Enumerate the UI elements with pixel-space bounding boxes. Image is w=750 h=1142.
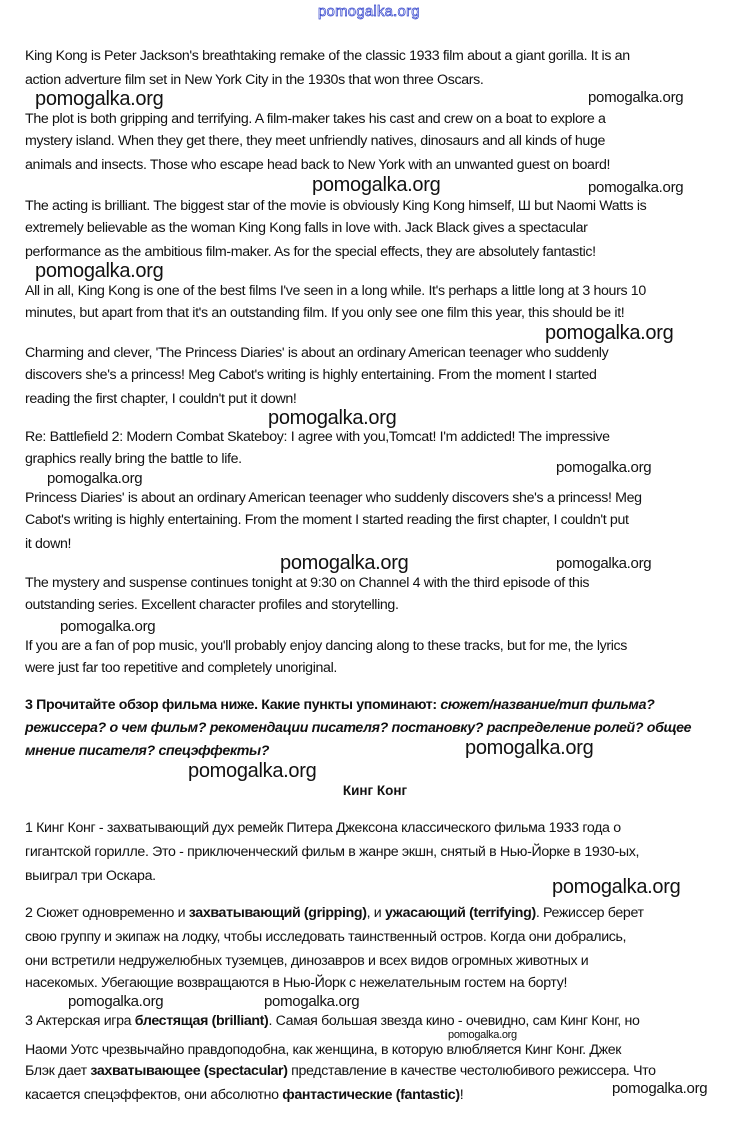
text-line	[25, 1062, 656, 1080]
watermark: pomogalka.org	[68, 993, 164, 1010]
bold-text: фантастические (fantastic)	[282, 1087, 460, 1103]
text-segment: Наоми Уотс чрезвычайно правдоподобна, как женщина, в которую влюбляется Кинг Конг. Джек	[25, 1042, 622, 1058]
text-segment: The acting is brilliant. The biggest star of the movie is obviously King Kong himself, Ш but Naomi Watts is	[25, 198, 647, 214]
text-segment: action adverture film set in New York City in the 1930s that won three Oscars.	[25, 72, 484, 88]
text-segment: graphics really bring the battle to life.	[25, 451, 242, 467]
text-line	[25, 489, 642, 507]
text-line	[25, 637, 627, 655]
text-segment: Charming and clever, 'The Princess Diaries' is about an ordinary American teenager who suddenly	[25, 345, 609, 361]
text-segment: представление в качестве честолюбивого режиссера. Что	[287, 1063, 656, 1079]
task-heading-line	[25, 719, 691, 737]
watermark: pomogalka.org	[35, 260, 164, 282]
text-line	[25, 197, 646, 215]
italic-text: режиссера? о чем фильм? рекомендации писателя? постановку? распределение ролей? общее	[25, 720, 692, 736]
text-line	[25, 132, 605, 150]
text-segment: . Самая большая звезда кино - очевидно, сам Кинг Конг, но	[268, 1013, 640, 1029]
text-line	[25, 243, 596, 261]
watermark: pomogalka.org	[188, 760, 317, 782]
text-line	[25, 1012, 640, 1030]
text-segment: Re: Battlefield 2: Modern Combat Skateboy: I agree with you,Tomcat! I'm addicted! The impressive	[25, 429, 610, 445]
text-segment: Princess Diaries' is about an ordinary American teenager who suddenly discovers she's a princess! Meg	[25, 490, 642, 506]
watermark: pomogalka.org	[545, 322, 674, 344]
text-line	[25, 219, 587, 237]
italic-text: сюжет/название/тип фильма?	[440, 697, 655, 713]
text-line	[25, 390, 297, 408]
text-line	[25, 904, 644, 922]
text-line	[25, 974, 567, 992]
bold-text: 3 Прочитайте обзор фильма ниже. Какие пункты упоминают:	[25, 697, 441, 713]
text-line	[25, 450, 242, 468]
watermark: pomogalka.org	[556, 555, 652, 572]
watermark: pomogalka.org	[280, 552, 409, 574]
text-segment: discovers she's a princess! Meg Cabot's writing is highly entertaining. From the moment I started	[25, 367, 597, 383]
text-line	[25, 596, 399, 614]
text-line	[25, 1086, 463, 1104]
watermark: pomogalka.org	[312, 174, 441, 196]
watermark: pomogalka.org	[264, 993, 360, 1010]
text-line	[25, 952, 588, 970]
text-segment: All in all, King Kong is one of the best films I've seen in a long while. It's perhaps a little long at 3 hours 10	[25, 283, 646, 299]
section-title: Кинг Конг	[342, 783, 408, 798]
watermark: pomogalka.org	[612, 1080, 708, 1097]
bold-text: захватывающее (spectacular)	[90, 1063, 288, 1079]
text-segment: minutes, but apart from that it's an outstanding film. If you only see one film this year, this should be it!	[25, 305, 625, 321]
bold-text: ужасающий (terrifying)	[384, 905, 536, 921]
text-segment: насекомых. Убегающие возвращаются в Нью-Йорк с нежелательным гостем на борту!	[25, 975, 568, 991]
text-line	[25, 574, 589, 592]
text-segment: 3 Актерская игра	[25, 1013, 135, 1029]
text-line	[25, 1041, 621, 1059]
text-line	[25, 344, 608, 362]
text-segment: animals and insects. Those who escape head back to New York with an unwanted guest on board!	[25, 157, 611, 173]
text-segment: 1 Кинг Конг - захватывающий дух ремейк Питера Джексона классического фильма 1933 года о	[25, 820, 621, 836]
text-segment: свою группу и экипаж на лодку, чтобы исследовать таинственный остров. Когда они добрались,	[25, 929, 627, 945]
watermark: pomogalka.org	[60, 618, 156, 635]
text-segment: it down!	[25, 536, 72, 552]
text-line	[25, 843, 639, 861]
text-segment: If you are a fan of pop music, you'll probably enjoy dancing along to these tracks, but for me, the lyrics	[25, 638, 628, 654]
text-segment: were just far too repetitive and completely unoriginal.	[25, 660, 337, 676]
text-segment: , и	[366, 905, 385, 921]
text-segment: King Kong is Peter Jackson's breathtaking remake of the classic 1933 film about a giant gorilla. It is an	[25, 48, 630, 64]
bold-text: блестящая (brilliant)	[134, 1013, 269, 1029]
text-segment: касается спецэффектов, они абсолютно	[25, 1087, 283, 1103]
text-line	[25, 47, 630, 65]
task-heading-line	[25, 742, 269, 760]
text-line	[25, 928, 626, 946]
watermark: pomogalka.org	[556, 459, 652, 476]
text-segment: Cabot's writing is highly entertaining. From the moment I started reading the first chapter, I couldn't put	[25, 512, 629, 528]
text-segment: !	[459, 1087, 464, 1103]
text-segment: выиграл три Оскара.	[25, 868, 156, 884]
text-line	[25, 156, 610, 174]
text-segment: они встретили недружелюбных туземцев, динозавров и всех видов огромных животных и	[25, 953, 589, 969]
watermark: pomogalka.org	[268, 407, 397, 429]
text-line	[25, 366, 597, 384]
text-line	[25, 71, 483, 89]
watermark: pomogalka.org	[588, 89, 684, 106]
text-segment: The plot is both gripping and terrifying. A film-maker takes his cast and crew on a boat to explore a	[25, 111, 606, 127]
text-line	[25, 110, 606, 128]
text-line	[25, 659, 337, 677]
text-segment: performance as the ambitious film-maker. As for the special effects, they are absolutely fantastic!	[25, 244, 596, 260]
text-segment: гигантской горилле. Это - приключенческий фильм в жанре экшн, снятый в Нью-Йорке в 1930-ых,	[25, 844, 640, 860]
text-line	[25, 867, 156, 885]
text-line	[25, 819, 621, 837]
text-line	[25, 304, 624, 322]
watermark: pomogalka.org	[588, 179, 684, 196]
watermark: pomogalka.org	[552, 876, 681, 898]
text-segment: Блэк дает	[25, 1063, 91, 1079]
text-segment: reading the first chapter, I couldn't put it down!	[25, 391, 297, 407]
watermark: pomogalka.org	[448, 1029, 517, 1041]
watermark: pomogalka.org	[35, 88, 164, 110]
text-line	[25, 428, 610, 446]
italic-text: мнение писателя? спецэффекты?	[25, 743, 270, 759]
text-segment: mystery island. When they get there, they meet unfriendly natives, dinosaurs and all kinds of huge	[25, 133, 606, 149]
header-watermark: pomogalka.org	[318, 3, 420, 20]
text-line	[25, 511, 629, 529]
text-segment: The mystery and suspense continues tonight at 9:30 on Channel 4 with the third episode of this	[25, 575, 590, 591]
text-segment: . Режиссер берет	[535, 905, 644, 921]
text-line	[25, 282, 646, 300]
text-segment: extremely believable as the woman King Kong falls in love with. Jack Black gives a spectacular	[25, 220, 588, 236]
text-segment: outstanding series. Excellent character profiles and storytelling.	[25, 597, 399, 613]
watermark: pomogalka.org	[465, 737, 594, 759]
bold-text: захватывающий (gripping)	[188, 905, 367, 921]
task-heading-line	[25, 696, 654, 714]
watermark: pomogalka.org	[47, 470, 143, 487]
text-line	[25, 535, 71, 553]
text-segment: 2 Сюжет одновременно и	[25, 905, 189, 921]
